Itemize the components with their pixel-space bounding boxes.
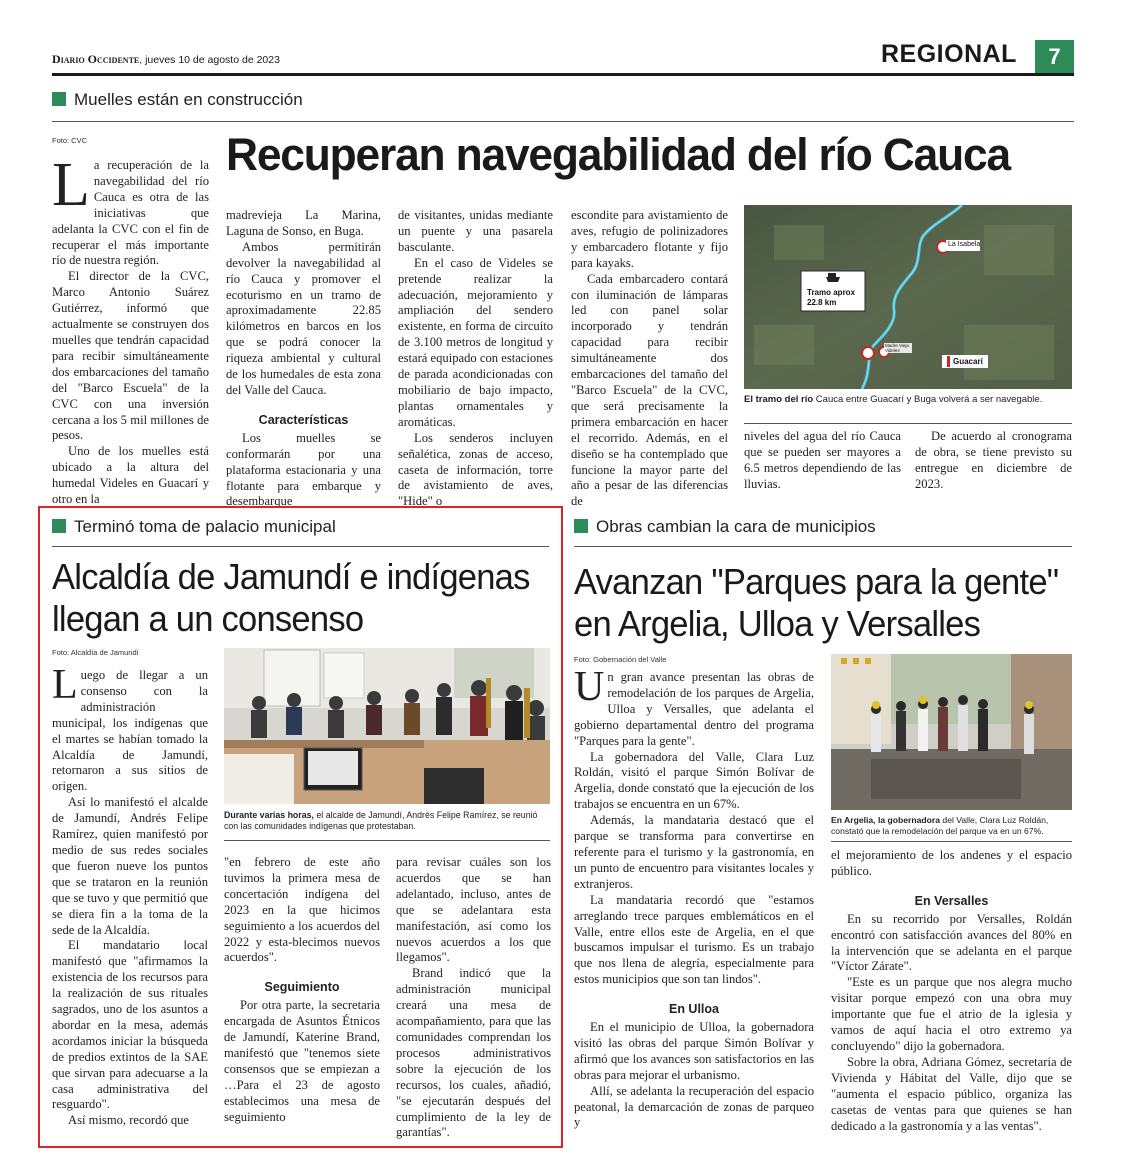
story3-caption-rule (831, 841, 1072, 842)
story1-paragraph: De acuerdo al cronograma de obra, se tiene previsto su entregue en diciembre de 2023. (915, 429, 1072, 491)
story1-subhead: Características (258, 412, 349, 427)
story1-kicker: Muelles están en construcción (52, 90, 303, 110)
story2-paragraph: Así mismo, recordó que (68, 1113, 190, 1128)
issue-date: , jueves 10 de agosto de 2023 (139, 54, 280, 66)
story2-photo-credit: Foto: Alcaldía de Jamundí (52, 648, 139, 657)
story2-caption-rule (224, 840, 550, 841)
story2-paragraph: para revisar cuáles son los acuerdos que se han adelantado, incluso, antes de que se adelantara esta manifestación, así como los nuevos acuerdos a los que llegamos". (396, 855, 551, 965)
story2-dropcap: L (52, 662, 78, 708)
story1-paragraph: Ambos permitirán devolver la navegabilidad al río Cauca y promover el ecoturismo en un tramo de aproximadamente 22.85 kilómetros en barcos en los que se podrá conocer la riqueza ambiental y cultural de los humedales de esta zona del Valle del Cauca. (226, 239, 381, 397)
story3-kicker-rule (574, 546, 1072, 547)
story1-paragraph: Los muelles se conformarán por una plataforma estacionaria y una flotante para embarque y desembarque (226, 430, 381, 509)
meeting-photo-graphic (224, 648, 550, 804)
story3-kicker: Obras cambian la cara de municipios (574, 517, 876, 537)
story2-paragraph: Así lo manifestó el alcalde de Jamundí, Andrés Felipe Ramírez, quien manifestó por medio de sus redes sociales que fueron nueve los puntos que se trataron en la reunión que se tuvo y que permitió que se diera fin a la toma de la sede de la Alcaldía. (52, 795, 208, 937)
story2-photo-caption: Durante varias horas, el alcalde de Jamundí, Andrés Felipe Ramírez, se reunió con las comunidades indígenas que protestaban. (224, 810, 538, 831)
story1-paragraph: Uno de los muelles está ubicado a la altura del humedal Videles en Guacarí y otro en la (52, 444, 209, 507)
kicker-square-icon (574, 519, 588, 533)
story2-column-3 (396, 855, 551, 1141)
header-rule (52, 73, 1074, 76)
story1-lead-paragraph: La recuperación de la navegabilidad del río Cauca es otra de las iniciativas que adelanta la CVC con el fin de recuperar el más importante río de nuestra región. (52, 151, 209, 268)
story2-lead-paragraph: Luego de llegar a un consenso con la administración municipal, los indígenas que el martes se habían tomado la Alcaldía de Jamundí, retornaron a sus sitios de origen. (52, 662, 208, 794)
story3-paragraph: Además, la mandataria destacó que el parque se transforma para convertirse en referente para el turismo y la gastronomía, en un punto de encuentro para visitantes locales y extranjeros. (574, 813, 814, 891)
park-photo-graphic (831, 654, 1072, 810)
story1-column-1 (52, 151, 209, 508)
story2-column-1 (52, 662, 208, 1129)
story3-column-2 (831, 848, 1072, 1134)
story3-paragraph: Allí, se adelanta la recuperación del espacio peatonal, la demarcación de zonas de parqueo y (574, 1083, 814, 1130)
story1-column-6 (915, 429, 1072, 493)
story2-subhead: Seguimiento (264, 980, 340, 995)
map-label-guacari: Guacarí (953, 357, 983, 366)
story3-paragraph: La gobernadora del Valle, Clara Luz Roldán, visitó el parque Simón Bolívar de Argelia, donde constató que la ejecución de los trabajos se encuentra en un 67%. (574, 749, 814, 812)
map-label-isabela: La Isabela (948, 241, 981, 248)
story1-column-3 (398, 208, 553, 510)
story3-headline: Avanzan "Parques para la gente" en Argelia, Ulloa y Versalles (574, 561, 1059, 644)
story1-photo-credit: Foto: CVC (52, 136, 88, 145)
story1-dropcap: L (52, 151, 90, 219)
story1-paragraph: niveles del agua del río Cauca que se pueden ser mayores a 6.5 metros dependiendo de las lluvias. (744, 429, 901, 491)
story1-map-image (744, 205, 1072, 389)
story3-column-1 (574, 664, 814, 1131)
story3-paragraph: La mandataria recordó que "estamos arreglando trece parques emblemáticos en el Valle, entre ellos este de Argelia, en el que buscamos impulsar el turismo. Es un trabajo que nos llena de alegría, especialmente para estos municipios que son tan lindos". (574, 892, 814, 987)
page-header (52, 40, 1074, 76)
story2-kicker: Terminó toma de palacio municipal (52, 517, 336, 537)
story1-paragraph: Cada embarcadero contará con iluminación de lámparas led con panel solar incorporado y tendrán capacidad para recibir simultáneamente dos embarcaciones del tamaño del "Barco Escuela" de la CVC, que será precisamente la primera embarcación en hacer el recorrido. Además, en el diseño se ha contemplado que funcione la mayor parte del año a pesar de las diferencias de (571, 271, 728, 509)
story1-column-4 (571, 208, 728, 510)
story3-paragraph: En el municipio de Ulloa, la gobernadora visitó las obras del parque Simón Bolívar y afirmó que los avances son satisfactorios en las obras para mejorar el urbanismo. (574, 1020, 814, 1082)
map-label-madre-vieja: Madre Vieja Videles (885, 343, 909, 353)
story1-caption-rule (744, 423, 1072, 424)
story1-paragraph: El director de la CVC, Marco Antonio Suárez Gutiérrez, informó que actualmente se construyen dos muelles que tendrán capacidad para recibir simultáneamente dos embarcaciones del tamaño del "Barco Escuela" de la CVC con una inversión cercana a los 5 mil millones de pesos. (52, 269, 209, 443)
story3-photo (831, 654, 1072, 810)
map-satellite-graphic (744, 205, 1072, 389)
story1-paragraph: En el caso de Videles se pretende realizar la adecuación, mejoramiento y ampliación del sendero existente, en forma de circuito de 3.100 metros de longitud y estará equipado con estaciones de parada acondicionadas con mobiliario de bajo impacto, plantas ornamentales y aromáticas. (398, 255, 553, 429)
story2-headline: Alcaldía de Jamundí e indígenas llegan a un consenso (52, 556, 530, 639)
story3-subhead: En Ulloa (668, 1002, 719, 1017)
story3-lead-paragraph: Un gran avance presentan las obras de remodelación de los parques de Argelia, Ulloa y Versalles, que adelanta el gobierno departamental dentro del programa "Parques para la gente". (574, 664, 814, 748)
map-label-tramo: Tramo aprox (807, 288, 856, 297)
story1-paragraph: escondite para avistamiento de aves, refugio de polinizadores y embarcadero flotante y fijo para kayaks. (571, 208, 728, 270)
story2-photo (224, 648, 550, 804)
kicker-square-icon (52, 92, 66, 106)
story2-kicker-rule (52, 546, 549, 547)
story2-paragraph: "en febrero de este año tuvimos la primera mesa de concertación indígena del 2023 en la que hicimos seguimiento a los acuerdos del 2022 y esta-blecimos nuevos acuerdos". (224, 855, 380, 965)
story1-kicker-rule (52, 121, 1074, 122)
story3-dropcap: U (574, 664, 605, 710)
map-label-km: 22.8 km (807, 298, 837, 307)
story1-paragraph: Los senderos incluyen señalética, zonas de acceso, caseta de información, torre de avistamiento de aves, "Hide" o (398, 430, 553, 509)
page-number-badge: 7 (1035, 40, 1074, 74)
story3-photo-caption: En Argelia, la gobernadora del Valle, Clara Luz Roldán, constató que la remodelación del parque va en un 67%. (831, 815, 1049, 836)
story1-column-5 (744, 429, 901, 493)
story3-paragraph: "Este es un parque que nos alegra mucho visitar porque empezó con una obra muy importante que fue el atrio de la iglesia y vamos de aquí hacia el otro extremo ya concluyendo" dijo la gobernadora. (831, 975, 1072, 1053)
kicker-square-icon (52, 519, 66, 533)
masthead-date-line (52, 52, 280, 67)
story2-paragraph: Por otra parte, la secretaria encargada de Asuntos Étnicos de Jamundí, Katerine Brand, manifestó que "tenemos siete consensos que se empiezan a …Para el 23 de agosto establecimos una mesa de seguimiento (224, 998, 380, 1124)
story3-paragraph: el mejoramiento de los andenes y el espacio público. (831, 848, 1072, 878)
story3-photo-credit: Foto: Gobernación del Valle (574, 655, 667, 664)
story2-paragraph: Brand indicó que la administración municipal creará una mesa de acompañamiento, para que las comunidades comprendan los procesos administrativos sobre la ejecución de los recursos, los cuales, añadió, "se ejecutarán después del cumplimiento de la ley de garantías". (396, 966, 551, 1140)
section-name: REGIONAL (881, 40, 1017, 68)
story1-column-2 (226, 208, 381, 510)
story3-paragraph: Sobre la obra, Adriana Gómez, secretaria de Vivienda y Hábitat del Valle, dijo que se "aumenta el espacio público, organiza las casetas de ventas para que quienes se han dedicado a la gastronomía y a las ventas". (831, 1054, 1072, 1133)
masthead: Diario Occidente (52, 52, 140, 66)
story1-paragraph: madrevieja La Marina, Laguna de Sonso, en Buga. (226, 208, 381, 238)
story1-paragraph: de visitantes, unidas mediante un puente y una pasarela basculante. (398, 208, 553, 254)
story2-paragraph: El mandatario local manifestó que "afirmamos la existencia de los recursos para la realización de sus rituales sagrados, uno de los asuntos a abordar en la mesa, además acordamos iniciar la búsqueda de predios extintos de la SAE que sirvan para adecuarse a la casa administrativa del resguardo". (52, 938, 208, 1112)
story3-subhead: En Versalles (914, 893, 989, 908)
story1-headline: Recuperan navegabilidad del río Cauca (226, 129, 1010, 180)
story1-map-caption: El tramo del río Cauca entre Guacarí y Buga volverá a ser navegable. (744, 394, 1043, 405)
story3-paragraph: En su recorrido por Versalles, Roldán encontró con satisfacción avances del 80% en la intervención que se adelanta en el parque "Víctor Zárate". (831, 911, 1072, 974)
story2-column-2 (224, 855, 380, 1126)
